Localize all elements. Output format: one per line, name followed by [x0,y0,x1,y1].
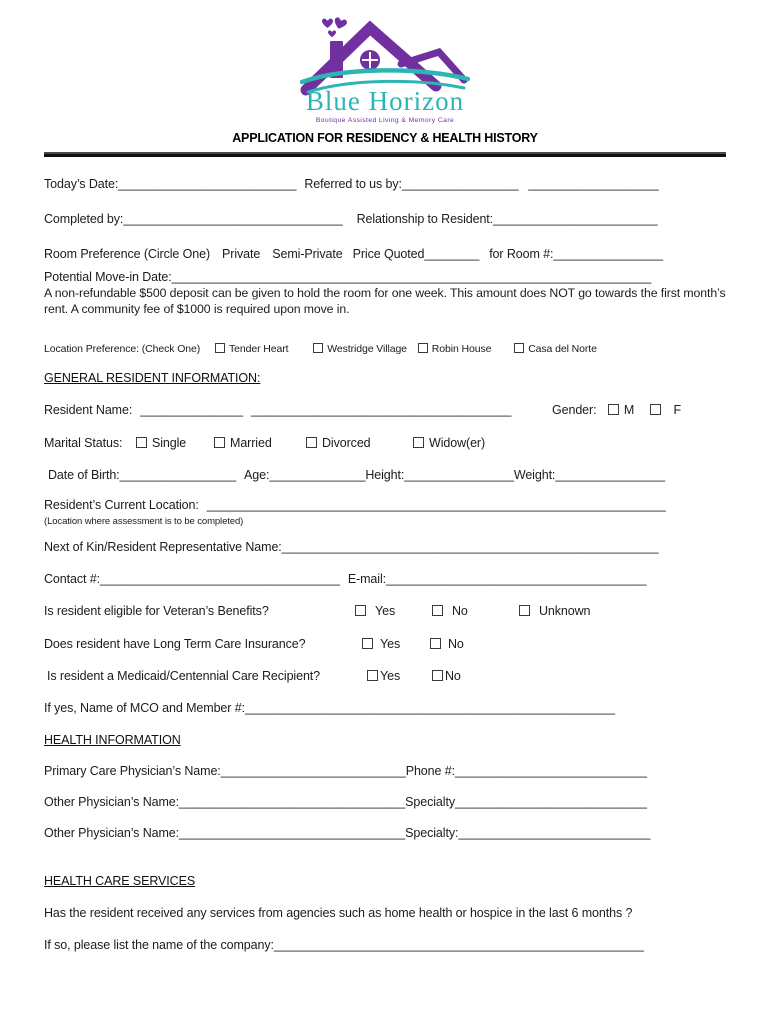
dob-label: Date of Birth: [48,468,120,482]
age-blank[interactable]: ______________ [269,468,366,482]
logo-wordmark: Blue Horizon [305,86,465,116]
marital-option-widower[interactable] [413,436,485,451]
location-option-label: Tender Heart [228,343,289,355]
gender-male-label: M [623,403,635,417]
row-move-in-date [44,270,726,285]
resident-name-blank-1[interactable]: _______________ [140,403,244,417]
gender-label: Gender: [552,403,597,417]
checkbox-icon[interactable] [519,605,530,616]
blue-horizon-house-logo-icon [300,16,470,96]
checkbox-icon[interactable] [313,343,323,353]
row-other-physician-2 [44,826,726,841]
company-label: If so, please list the name of the company: [44,938,274,952]
section-heading: HEALTH CARE SERVICES [44,874,196,888]
medicaid-question: Is resident a Medicaid/Centennial Care Recipient? [47,669,321,683]
section-health-information [44,733,726,748]
checkbox-icon[interactable] [136,437,147,448]
next-of-kin-blank[interactable]: _______________________________________________________ [281,540,659,554]
contact-number-label: Contact #: [44,572,100,586]
resident-name-blank-2[interactable]: ______________________________________ [251,403,512,417]
row-resident-name [44,403,726,418]
checkbox-icon[interactable] [430,638,441,649]
gender-female-label: F [673,403,682,417]
current-location-blank[interactable]: ___________________________________________________________________ [206,498,666,512]
current-location-label: Resident’s Current Location: [44,498,199,512]
mco-label: If yes, Name of MCO and Member #: [44,701,245,715]
company-blank[interactable]: ______________________________________________________ [273,938,644,952]
marital-option-married[interactable] [214,436,272,451]
move-in-label: Potential Move-in Date: [44,270,172,284]
ltc-option-no[interactable] [430,637,464,652]
specialty-blank[interactable]: ____________________________ [458,826,651,840]
location-option-label: Casa del Norte [528,343,597,355]
option-label: No [448,637,464,651]
checkbox-icon[interactable] [413,437,424,448]
room-number-blank[interactable]: ________________ [553,247,664,261]
row-veterans-benefits [44,604,726,619]
height-label: Height: [365,468,405,482]
price-quoted-label: Price Quoted [352,247,425,261]
move-in-blank[interactable]: ______________________________________________________________________ [171,270,652,284]
relationship-label: Relationship to Resident: [356,212,494,226]
phone-label: Phone #: [405,764,455,778]
title-divider [44,152,726,157]
deposit-note: A non-refundable $500 deposit can be given to hold the room for one week. This amount does NOT go towards the first month’s rent. A community fee of $1000 is required upon move in. [44,286,726,316]
row-medicaid-recipient [44,669,726,684]
specialty-label: Specialty [405,795,455,809]
section-heading: HEALTH INFORMATION [44,733,181,747]
room-preference-label: Room Preference (Circle One) [44,247,211,261]
option-label: No [452,604,468,618]
row-location-preference [44,342,726,357]
row-contact-email [44,572,726,587]
row-todays-date [44,177,726,192]
option-label: No [445,669,461,683]
option-label: Yes [375,604,396,618]
veterans-option-unknown[interactable] [519,604,590,619]
dob-blank[interactable]: _________________ [119,468,237,482]
email-blank[interactable]: ______________________________________ [386,572,647,586]
medicaid-option-yes[interactable] [367,669,400,684]
row-current-location [44,498,726,513]
checkbox-icon[interactable] [214,437,225,448]
checkbox-icon[interactable] [650,404,661,415]
option-label: Unknown [539,604,591,618]
location-option-label: Robin House [431,343,492,355]
primary-physician-label: Primary Care Physician’s Name: [44,764,221,778]
completed-by-blank[interactable]: ________________________________ [123,212,343,226]
referred-blank-2[interactable]: ___________________ [528,177,659,191]
checkbox-icon[interactable] [608,404,619,415]
checkbox-icon[interactable] [432,605,443,616]
location-option-label: Westridge Village [327,343,407,355]
row-mco-member [44,701,726,716]
section-general-resident-information [44,371,726,386]
location-option-westridge-village[interactable] [313,343,407,355]
option-label: Yes [380,637,401,651]
room-option-semi-private[interactable]: Semi-Private [272,247,343,261]
section-heading: GENERAL RESIDENT INFORMATION: [44,371,261,385]
specialty-label: Specialty: [405,826,459,840]
row-completed-by [44,212,726,227]
next-of-kin-label: Next of Kin/Resident Representative Name: [44,540,282,554]
weight-blank[interactable]: ________________ [555,468,665,482]
relationship-blank[interactable]: ________________________ [493,212,658,226]
other-physician-label: Other Physician’s Name: [44,795,180,809]
specialty-blank[interactable]: ____________________________ [454,795,647,809]
page-title: APPLICATION FOR RESIDENCY & HEALTH HISTORY [232,131,538,145]
logo-tagline: Boutique Assisted Living & Memory Care [315,117,455,124]
completed-by-label: Completed by: [44,212,124,226]
row-current-location-note [44,514,726,529]
referred-label: Referred to us by: [304,177,402,191]
mco-blank[interactable]: ______________________________________________________ [244,701,615,715]
checkbox-icon[interactable] [306,437,317,448]
header [0,16,770,124]
price-quoted-blank[interactable]: ________ [424,247,480,261]
contact-number-blank[interactable]: ___________________________________ [99,572,340,586]
marital-option-label: Divorced [322,436,371,450]
services-question: Has the resident received any services from agencies such as home health or hospice in the last 6 months ? [44,906,633,920]
weight-label: Weight: [513,468,556,482]
row-services-question [44,906,726,921]
row-dob-age-height-weight [44,468,726,483]
resident-name-label: Resident Name: [44,403,133,417]
ltc-option-yes[interactable] [362,637,400,652]
room-number-label: for Room #: [489,247,554,261]
todays-date-label: Today’s Date: [44,177,119,191]
row-other-physician-1 [44,795,726,810]
veterans-option-no[interactable] [432,604,468,619]
current-location-note: (Location where assessment is to be completed) [44,516,244,527]
checkbox-icon[interactable] [432,670,443,681]
referred-blank-1[interactable]: _________________ [401,177,519,191]
gender-group [552,403,681,418]
location-preference-label: Location Preference: (Check One) [44,343,201,355]
veterans-question: Is resident eligible for Veteran’s Benefits? [44,604,269,618]
phone-blank[interactable]: ____________________________ [454,764,647,778]
checkbox-icon[interactable] [418,343,428,353]
location-option-casa-del-norte[interactable] [514,343,597,355]
marital-option-label: Single [152,436,187,450]
marital-status-label: Marital Status: [44,436,123,450]
checkbox-icon[interactable] [514,343,524,353]
height-blank[interactable]: ________________ [404,468,514,482]
section-health-care-services [44,874,726,889]
room-option-private[interactable]: Private [222,247,261,261]
other-physician-blank[interactable]: _________________________________ [179,826,406,840]
row-marital-status [44,436,726,451]
location-option-robin-house[interactable] [418,343,492,355]
primary-physician-blank[interactable]: ___________________________ [220,764,406,778]
other-physician-label: Other Physician’s Name: [44,826,180,840]
row-room-preference [44,247,726,262]
veterans-option-yes[interactable] [355,604,395,619]
marital-option-label: Widow(er) [429,436,486,450]
row-ltc-insurance [44,637,726,652]
checkbox-icon[interactable] [355,605,366,616]
location-option-tender-heart[interactable] [215,343,289,355]
age-label: Age: [244,468,270,482]
checkbox-icon[interactable] [362,638,373,649]
row-next-of-kin [44,540,726,555]
row-company-name [44,938,726,953]
row-primary-physician [44,764,726,779]
checkbox-icon[interactable] [367,670,378,681]
email-label: E-mail: [347,572,387,586]
checkbox-icon[interactable] [215,343,225,353]
medicaid-option-no[interactable] [432,669,461,684]
option-label: Yes [380,669,401,683]
todays-date-blank[interactable]: __________________________ [118,177,297,191]
other-physician-blank[interactable]: _________________________________ [179,795,406,809]
marital-option-single[interactable] [136,436,186,451]
marital-option-divorced[interactable] [306,436,371,451]
marital-option-label: Married [230,436,272,450]
ltc-question: Does resident have Long Term Care Insurance? [44,637,306,651]
